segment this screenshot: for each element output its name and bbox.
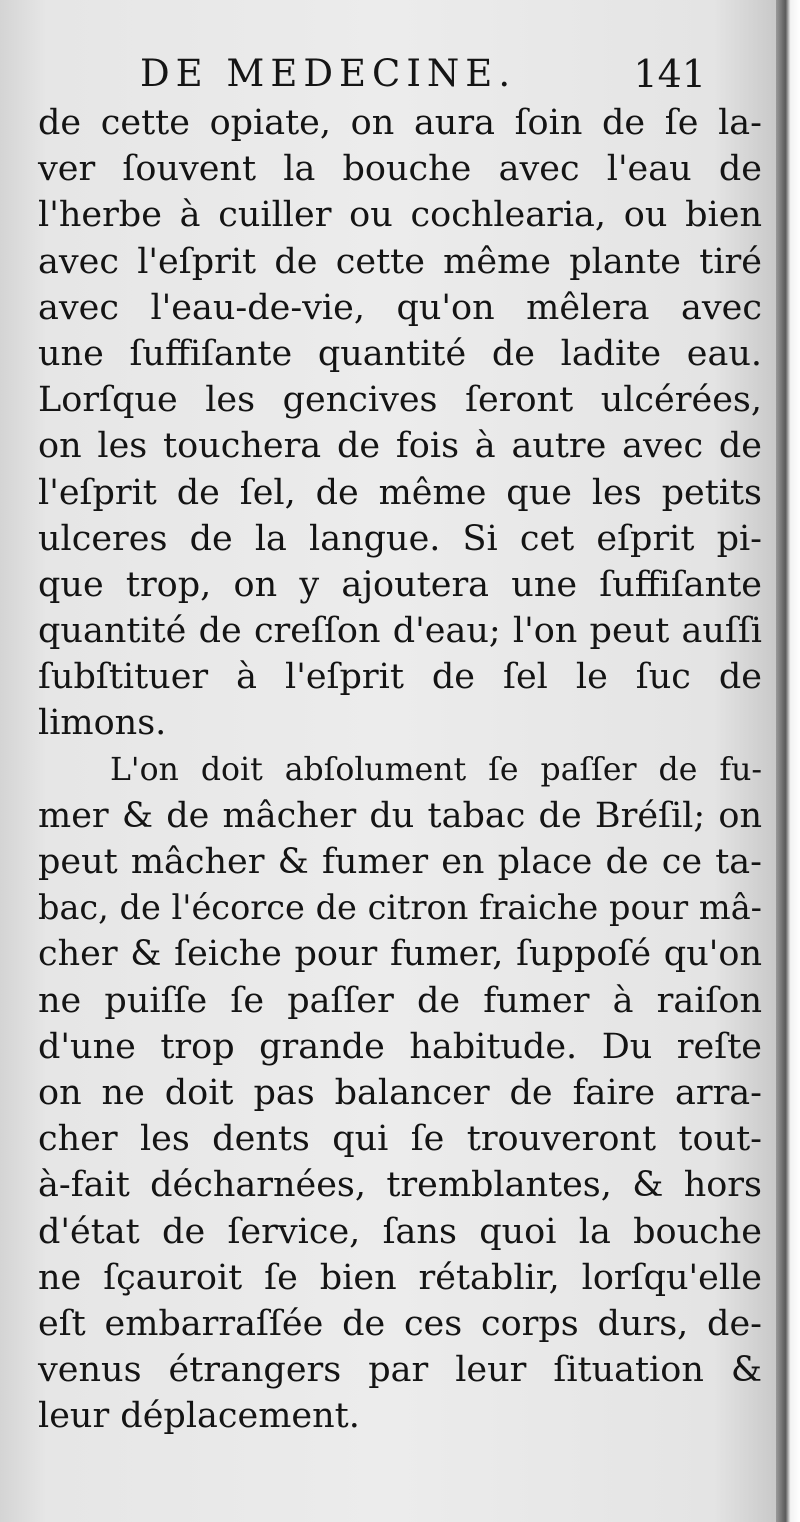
paragraph-2: [38, 747, 762, 1440]
text-line: quantité de creſſon d'eau; l'on peut auſſi: [38, 611, 762, 652]
text-line: ulceres de la langue. Si cet eſprit pi-: [38, 518, 762, 559]
text-line: d'une trop grande habitude. Du reſte: [38, 1026, 762, 1067]
text-line: à-fait décharnées, tremblantes, & hors: [38, 1165, 762, 1206]
text-line: peut mâcher & fumer en place de ce ta-: [38, 842, 762, 882]
text-line: avec l'eau-de-vie, qu'on mêlera avec: [38, 287, 762, 328]
running-head: DE MEDECINE.: [140, 52, 517, 95]
text-line: ſubſtituer à l'eſprit de ſel le ſuc de: [38, 657, 762, 698]
text-line: que trop, on y ajoutera une ſuffiſante: [38, 564, 762, 605]
text-line: on les touchera de fois à autre avec de: [38, 426, 762, 467]
text-line: cher & ſeiche pour fumer, ſuppoſé qu'on: [38, 934, 762, 975]
text-line: ver ſouvent la bouche avec l'eau de: [38, 149, 762, 190]
page-number: 141: [633, 52, 706, 96]
text-line: une ſuffiſante quantité de ladite eau.: [38, 333, 762, 374]
text-line: mer & de mâcher du tabac de Bréſil; on: [38, 795, 762, 836]
page-edge-shadow: [776, 0, 800, 1522]
text-line: cher les dents qui ſe trouveront tout-: [38, 1119, 762, 1160]
body-text: [38, 100, 762, 1439]
text-line: d'état de ſervice, ſans quoi la bouche: [38, 1211, 762, 1252]
text-line: l'eſprit de ſel, de même que les petits: [38, 472, 762, 513]
paragraph-1: [38, 100, 762, 747]
text-line: ne puiſſe ſe paſſer de fumer à raiſon: [38, 980, 762, 1021]
text-line: bac, de l'écorce de citron fraiche pour mâ-: [38, 888, 762, 928]
text-line: venus étrangers par leur ſituation &: [38, 1350, 762, 1391]
text-line: Lorſque les gencives ſeront ulcérées,: [38, 380, 762, 421]
text-line: avec l'eſprit de cette même plante tiré: [38, 241, 762, 282]
text-line: on ne doit pas balancer de faire arra-: [38, 1072, 762, 1113]
text-line: eſt embarraſſée de ces corps durs, de-: [38, 1303, 762, 1344]
text-line: L'on doit abſolument ſe paſſer de fu-: [110, 751, 762, 788]
text-line: l'herbe à cuiller ou cochlearia, ou bien: [38, 195, 762, 236]
text-line: ne ſçauroit ſe bien rétablir, lorſqu'elle: [38, 1257, 762, 1298]
page-header: [0, 52, 776, 102]
text-line: leur déplacement.: [38, 1396, 360, 1437]
text-line: limons.: [38, 703, 167, 744]
text-line: de cette opiate, on aura ſoin de ſe la-: [38, 103, 762, 143]
